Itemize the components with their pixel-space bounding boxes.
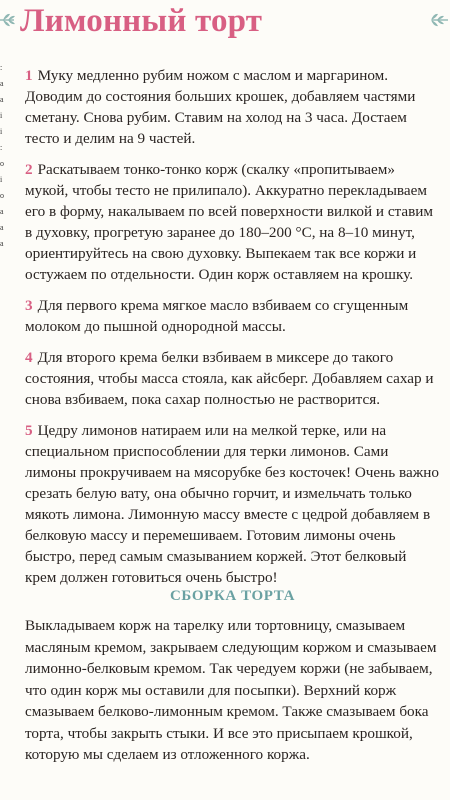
step-text: Для второго крема белки взбиваем в миксере до такого состояния, чтобы масса стояла, как айсберг. Добавляем сахар и снова взбиваем, пока сахар полностью не растворится. [25, 349, 434, 408]
margin-fragment: : [0, 143, 3, 152]
leaf-ornament-icon [430, 10, 448, 30]
step-text: Для первого крема мягкое масло взбиваем со сгущенным молоком до пышной однородной массы. [25, 297, 409, 335]
recipe-step-2 [25, 159, 440, 285]
recipe-step-1 [25, 65, 440, 149]
margin-fragment: а [0, 239, 4, 248]
title-bar [0, 0, 450, 44]
step-number: 4 [25, 349, 33, 366]
margin-fragment: і [0, 111, 3, 120]
assembly-heading: СБОРКА ТОРТА [169, 588, 296, 604]
assembly-text: Выкладываем корж на тарелку или тортовницу, смазываем масляным кремом, закрываем следующим коржом и смазываем лимонно-белковым кремом. Так чередуем коржи (не забываем, что один корж мы оставили для посыпки). Верхний корж смазываем белково-лимонным кремом. Также смазываем бока торта, чтобы закрыть стыки. И все это присыпаем крошкой, которую мы сделаем из отложенного коржа. [25, 617, 437, 763]
margin-fragment: і [0, 127, 3, 136]
margin-fragment: а [0, 207, 4, 216]
margin-fragment: : [0, 63, 3, 72]
recipe-step-5 [25, 420, 440, 588]
margin-fragment: а [0, 223, 4, 232]
margin-fragment: о [0, 159, 4, 168]
recipe-step-3 [25, 295, 440, 337]
margin-fragment: о [0, 191, 4, 200]
page-title: Лимонный торт [20, 3, 263, 39]
margin-fragment: і [0, 175, 3, 184]
cropped-margin-text [0, 60, 6, 400]
step-number: 1 [25, 67, 33, 84]
recipe-steps [25, 65, 440, 598]
step-text: Раскатываем тонко-тонко корж (скалку «пропитываем» мукой, чтобы тесто не прилипало). Аккуратно перекладываем его в форму, накалываем по всей поверхности вилкой и ставим в духовку, прогретую заранее до 180–200 °С, на 8–10 минут, ориентируйтесь на свою духовку. Выпекаем так все коржи и остужаем по отдельности. Один корж оставляем на крошку. [25, 161, 434, 283]
leaf-ornament-icon [0, 10, 16, 30]
step-text: Муку медленно рубим ножом с маслом и маргарином. Доводим до состояния больших крошек, добавляем частями сметану. Снова рубим. Ставим на холод на 3 часа. Достаем тесто и делим на 9 частей. [25, 67, 416, 147]
margin-fragment: а [0, 95, 4, 104]
margin-fragment: а [0, 79, 4, 88]
step-number: 2 [25, 161, 33, 178]
recipe-step-4 [25, 347, 440, 410]
step-text: Цедру лимонов натираем или на мелкой терке, или на специальном приспособлении для терки лимонов. Сами лимоны прокручиваем на мясорубке без косточек! Очень важно срезать белую вату, она обычно горчит, и измельчать только мякоть лимона. Лимонную массу вместе с цедрой добавляем в белковую массу и перемешиваем. Готовим лимоны очень быстро, перед самым смазыванием коржей. Этот белковый крем должен готовиться очень быстро! [25, 422, 439, 586]
step-number: 3 [25, 297, 33, 314]
step-number: 5 [25, 422, 33, 439]
